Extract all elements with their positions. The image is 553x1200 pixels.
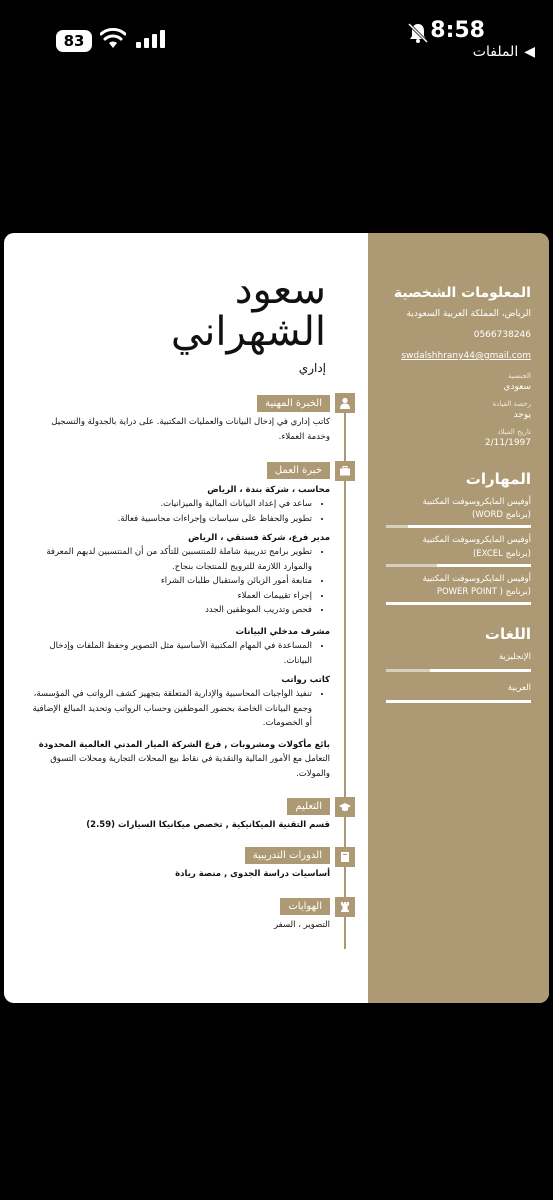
skill-item (386, 534, 531, 566)
education-heading: التعليم (287, 798, 330, 815)
skill-bar-fill (386, 602, 531, 605)
hobbies-heading: الهوايات (280, 898, 330, 915)
job-entry-title: محاسب ، شركة بندة ، الرياض (207, 485, 330, 495)
nationality: سعودي (503, 382, 531, 392)
skill-item (386, 496, 531, 528)
list-item: • تطوير برامج تدريبية شاملة للمنتسبين للتأكد من أن المنتسبين لديهم المعرفة والموارد اللازمة للترويج للمنتجات بنجاح. (30, 545, 312, 574)
job-entry-title: مدير فرع، شركة فستقي ، الرياض (188, 533, 330, 543)
skill-bar (386, 564, 531, 567)
job-entry-title: بائع مأكولات ومشروبات , فرع الشركة الميار المدني العالمية المحدودة (38, 740, 330, 750)
job-entry-title: كاتب رواتب (281, 675, 330, 685)
courses-heading: الدورات التدريبية (245, 847, 330, 864)
status-bar (0, 0, 553, 70)
skill-item (386, 573, 531, 605)
skill-name: أوفيس المايكروسوفت المكتبية (برنامج ( POWER POINT (422, 573, 531, 597)
chess-rook-icon (335, 897, 355, 917)
job-title: إداري (298, 361, 326, 375)
personal-info-heading: المعلومات الشخصية (393, 285, 531, 301)
summary-text: كاتب إداري في إدخال البيانات والعمليات المكتبية. على دراية بالجدولة والتسجيل وخدمة العملاء. (51, 417, 330, 442)
person-icon (335, 393, 355, 413)
list-item: • إجراء تقييمات العملاء (30, 589, 312, 603)
birth-date: 2/11/1997 (484, 438, 531, 448)
back-to-files-button[interactable] (473, 44, 535, 60)
languages-heading: اللغات (484, 625, 531, 644)
skill-bar (386, 602, 531, 605)
skill-bar-fill (408, 525, 531, 528)
person-name: سعود الشهراني (170, 267, 326, 355)
language-name: الإنجليزية (498, 652, 531, 663)
skill-name: أوفيس المايكروسوفت المكتبية (برنامج WORD) (422, 497, 531, 521)
list-item: • تطوير والحفاظ على سياسات وإجراءات محاسبية فعالة. (30, 512, 312, 526)
back-label: الملفات (472, 44, 519, 60)
resume-document (4, 233, 549, 1003)
skills-heading: المهارات (465, 470, 531, 488)
job-entry (30, 673, 330, 731)
language-bar (386, 700, 531, 703)
bell-slash-icon (407, 22, 429, 44)
book-icon (335, 847, 355, 867)
job-entry (30, 483, 330, 526)
chevron-left-icon: ◀ (524, 44, 535, 60)
phone: 0566738246 (473, 330, 531, 340)
language-bar-fill (386, 700, 531, 703)
job-entry-text: التعامل مع الأمور المالية والنقدية في نقاط بيع المحلات التجارية ومحلات التسوق والمولات. (50, 754, 330, 779)
skill-bar (386, 525, 531, 528)
list-item: • تنفيذ الواجبات المحاسبية والإدارية المتعلقة بتجهيز كشف الرواتب في المؤسسة، وجمع البيانات الخاصة بحضور الموظفين وحساب الرواتب وتحديد المبالغ الإضافية أو الخصومات. (30, 687, 312, 730)
list-item: • ساعد في إعداد البيانات المالية والميزانيات. (30, 497, 312, 511)
battery-icon: 83 (56, 30, 92, 52)
license-label: رخصة القيادة (492, 400, 531, 408)
job-entry (30, 625, 330, 668)
wifi-icon (100, 28, 126, 50)
language-item (386, 682, 531, 703)
list-item: • المساعدة في المهام المكتبية الأساسية مثل التصوير وحفظ الملفات وإدخال البيانات. (30, 639, 312, 668)
hobbies-text: التصوير ، السفر (273, 920, 330, 930)
job-entry-title: مشرف مدخلي البيانات (235, 627, 330, 637)
signal-icon (136, 30, 165, 48)
job-entry (30, 531, 330, 618)
email-link[interactable]: swdalshhrany44@gmail.com (401, 351, 531, 361)
birth-label: تاريخ الميلاد (497, 428, 531, 436)
summary-heading: الخبرة المهنية (257, 395, 330, 412)
language-bar (386, 669, 531, 672)
skill-name: أوفيس المايكروسوفت المكتبية (برنامج EXCEL) (422, 535, 531, 559)
address: الرياض، المملكة العربية السعودية (406, 309, 531, 319)
clock-time: 8:58 (430, 18, 485, 43)
language-item (386, 651, 531, 672)
briefcase-icon (335, 461, 355, 481)
resume-main (4, 233, 368, 1003)
courses-text: أساسيات دراسة الجدوى , منصة ريادة (175, 869, 330, 879)
language-bar-fill (430, 669, 532, 672)
nationality-label: الجنسية (508, 372, 531, 380)
graduation-cap-icon (335, 797, 355, 817)
list-item: • متابعة أمور الزبائن واستقبال طلبات الشراء (30, 574, 312, 588)
language-name: العربية (507, 683, 531, 694)
license: يوجد (513, 410, 531, 420)
job-entry (30, 738, 330, 781)
education-text: قسم التقنية الميكانيكية , تخصص ميكانيكا السيارات (2.59) (86, 820, 330, 830)
list-item: • فحص وتدريب الموظفين الجدد (30, 603, 312, 617)
work-heading: خبرة العمل (267, 462, 330, 479)
resume-sidebar (368, 233, 549, 1003)
skill-bar-fill (437, 564, 531, 567)
